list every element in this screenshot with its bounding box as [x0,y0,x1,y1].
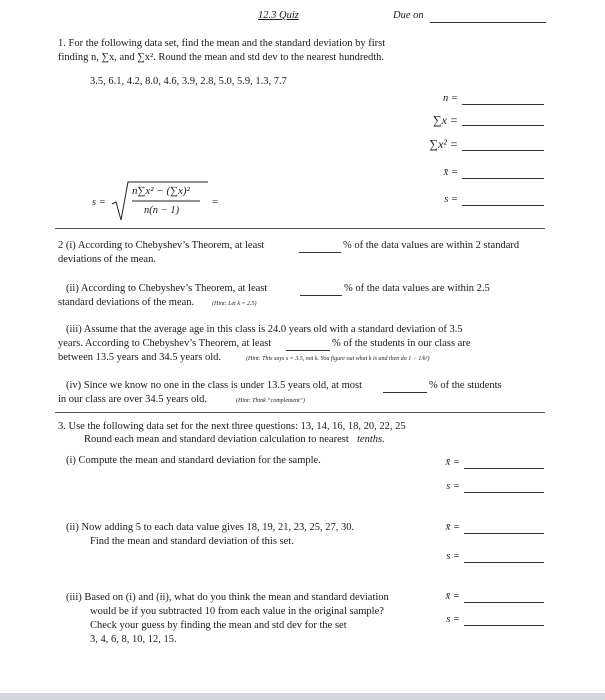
q2-iii-text-c: % of the students in our class are [332,338,471,349]
q1-line2: finding n, ∑x, and ∑x². Round the mean and std dev to the nearest hundredth. [58,52,385,63]
viewer-bottom-bar [0,693,605,700]
q1-sumx-label: ∑x = [433,113,458,127]
q2-i-answer[interactable] [299,252,341,253]
q2-ii-text-c: standard deviations of the mean. [58,297,195,308]
formula-numerator: n∑x² − (∑x)² [132,185,190,197]
q2-iv-text-c: in our class are over 34.5 years old. [58,394,207,405]
q1-n-label: n = [443,93,458,104]
q2-iii-text-a: (iii) Assume that the average age in this class is 24.0 years old with a standard deviation of 3.5 [66,324,463,335]
q2-i-text-b: % of the data values are within 2 standard [343,240,520,251]
q2-iv-text-b: % of the students [429,380,502,391]
q2-iv-answer[interactable] [383,392,427,393]
q3-ii-text-a: (ii) Now adding 5 to each data value gives 18, 19, 21, 23, 25, 27, 30. [66,522,355,533]
q2-ii-hint: (Hint: Let k = 2.5) [212,301,257,307]
q3-i-sd-answer[interactable] [464,492,544,493]
q2-iii-text-b: years. According to Chebyshev’s Theorem, at least [58,338,272,349]
q3-ii-sd-label: s = [446,551,460,562]
due-date-blank[interactable] [430,22,546,23]
q2-iv-hint: (Hint: Think “complement”) [236,398,305,404]
q1-mean-label: x̄ = [443,167,458,178]
q3-ii-mean-answer[interactable] [464,533,544,534]
q3-ii-text-b: Find the mean and standard deviation of this set. [90,536,294,547]
q3-iii-text-a: (iii) Based on (i) and (ii), what do you think the mean and standard deviation [66,592,389,603]
q3-iii-text-d: 3, 4, 6, 8, 10, 12, 15. [90,634,177,645]
q1-n-answer[interactable] [462,104,544,105]
formula-denominator: n(n − 1) [144,205,180,216]
q1-sd-answer[interactable] [462,205,544,206]
quiz-title: 12.3 Quiz [258,10,299,21]
q2-ii-answer[interactable] [300,295,342,296]
sqrt-formula [110,180,210,225]
q3-line2-b: tenths. [357,434,385,445]
q1-sumx2-answer[interactable] [462,150,544,151]
q2-iii-text-d: between 13.5 years and 34.5 years old. [58,352,221,363]
q2-iii-hint: (Hint: This says s = 3.5, not k. You figure out what k is and then do 1 − 1/k²) [246,356,430,362]
q3-line2-a: Round each mean and standard deviation calculation to nearest [84,434,349,445]
q2-iii-answer[interactable] [286,350,330,351]
q3-i-mean-label: x̄ = [445,457,460,468]
q2-ii-text-b: % of the data values are within 2.5 [344,283,490,294]
q3-ii-sd-answer[interactable] [464,562,544,563]
q3-iii-sd-answer[interactable] [464,625,544,626]
q3-iii-mean-label: x̄ = [445,591,460,602]
section-divider-1 [55,228,545,229]
formula-tail: = [212,197,218,208]
formula-s-eq: s = [92,197,106,208]
q3-i-text: (i) Compute the mean and standard deviation for the sample. [66,455,321,466]
q3-ii-mean-label: x̄ = [445,522,460,533]
section-divider-2 [55,412,545,413]
q3-i-sd-label: s = [446,481,460,492]
q2-i-text-c: deviations of the mean. [58,254,156,265]
q1-data: 3.5, 6.1, 4.2, 8.0, 4.6, 3.9, 2.8, 5.0, 5.9, 1.3, 7.7 [90,76,287,87]
q2-ii-text-a: (ii) According to Chebyshev’s Theorem, at least [66,283,268,294]
q1-mean-answer[interactable] [462,178,544,179]
q1-sd-label: s = [444,194,458,205]
q1-sumx2-label: ∑x² = [429,137,458,151]
q2-iv-text-a: (iv) Since we know no one in the class is under 13.5 years old, at most [66,380,362,391]
due-label: Due on [393,10,424,21]
q3-iii-sd-label: s = [446,614,460,625]
q3-iii-text-b: would be if you subtracted 10 from each value in the original sample? [90,606,384,617]
q3-i-mean-answer[interactable] [464,468,544,469]
q3-iii-mean-answer[interactable] [464,602,544,603]
q1-sumx-answer[interactable] [462,125,544,126]
q3-iii-text-c: Check your guess by finding the mean and std dev for the set [90,620,347,631]
q1-line1: 1. For the following data set, find the mean and the standard deviation by first [58,38,386,49]
q3-line1: 3. Use the following data set for the next three questions: 13, 14, 16, 18, 20, 22, 25 [58,421,406,432]
q2-i-text-a: 2 (i) According to Chebyshev’s Theorem, at least [58,240,265,251]
